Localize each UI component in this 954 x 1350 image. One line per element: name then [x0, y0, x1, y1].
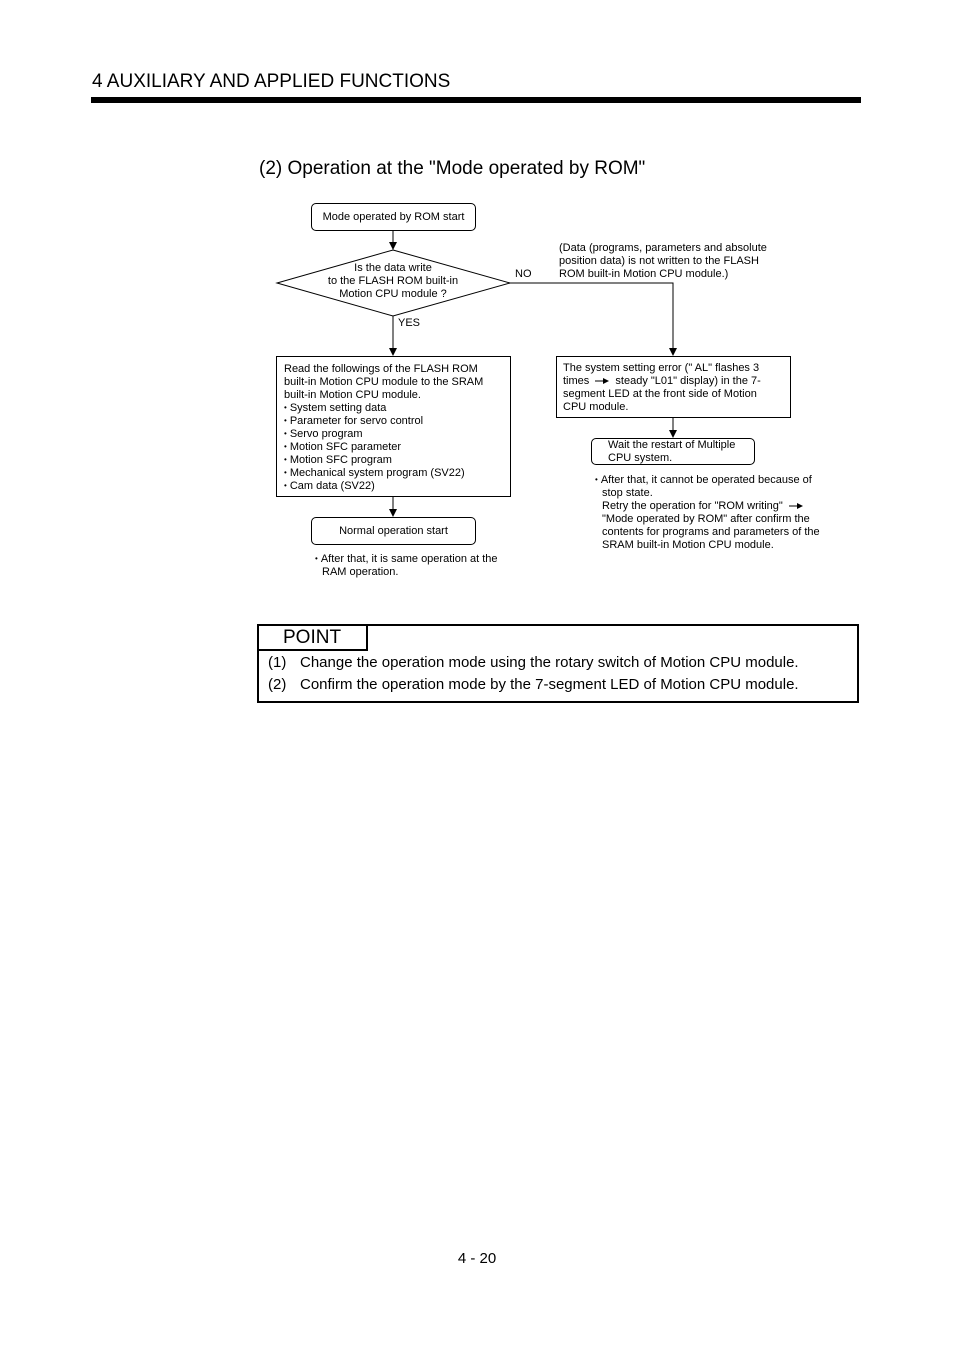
read-data-process-box	[276, 356, 511, 497]
read-item: • Mechanical system program (SV22)	[284, 467, 510, 480]
decision-question	[300, 262, 486, 301]
start-terminal	[311, 203, 476, 231]
normal-note	[315, 553, 498, 579]
point-item-text: Change the operation mode using the rotary switch of Motion CPU module.	[300, 654, 799, 671]
terminal-line: Wait the restart of Multiple	[608, 439, 736, 451]
wait-restart-terminal	[591, 438, 755, 465]
note-line: • After that, it is same operation at the	[315, 553, 498, 566]
note-line: ROM built-in Motion CPU module.)	[559, 268, 729, 280]
read-item: • Servo program	[284, 428, 510, 441]
note-line	[595, 500, 820, 513]
process-line: built-in Motion CPU module.	[284, 389, 421, 401]
note-line: RAM operation.	[322, 566, 399, 578]
no-label: NO	[515, 268, 532, 280]
point-item	[268, 676, 799, 693]
decision-line: Motion CPU module ?	[339, 288, 447, 300]
read-item: • System setting data	[284, 402, 510, 415]
point-label: POINT	[283, 627, 342, 648]
decision-line: to the FLASH ROM built-in	[327, 275, 459, 287]
normal-start-terminal	[311, 517, 476, 545]
start-terminal-label: Mode operated by ROM start	[322, 210, 465, 223]
note-line: • After that, it cannot be operated because of	[595, 474, 820, 487]
read-item: • Motion SFC program	[284, 454, 510, 467]
normal-start-label: Normal operation start	[339, 524, 448, 537]
decision-line: Is the data write	[354, 262, 432, 274]
read-item: • Motion SFC parameter	[284, 441, 510, 454]
process-line: segment LED at the front side of Motion	[563, 388, 757, 400]
section-title: (2) Operation at the "Mode operated by ROM"	[259, 158, 646, 179]
right-arrow-icon	[788, 502, 804, 510]
note-line: SRAM built-in Motion CPU module.	[602, 539, 774, 551]
yes-label: YES	[398, 317, 421, 329]
error-process-box	[556, 356, 791, 418]
process-text: times	[563, 375, 590, 387]
point-item-number: (2)	[268, 676, 287, 693]
arrow-no	[510, 283, 673, 355]
process-line: Read the followings of the FLASH ROM	[284, 363, 478, 375]
read-item: • Cam data (SV22)	[284, 480, 510, 493]
process-line: CPU module.	[563, 401, 629, 413]
right-arrow-icon	[594, 377, 610, 385]
note-line: position data) is not written to the FLASH	[559, 255, 759, 267]
note-text: Retry the operation for "ROM writing"	[602, 500, 783, 512]
page-number: 4 - 20	[457, 1250, 497, 1267]
process-text: steady "L01" display) in the 7-	[615, 375, 761, 387]
note-line: contents for programs and parameters of the	[602, 526, 820, 538]
no-branch-note	[559, 242, 767, 281]
terminal-line: CPU system.	[608, 452, 673, 464]
point-item	[268, 654, 799, 671]
note-line: "Mode operated by ROM" after confirm the	[602, 513, 810, 525]
chapter-heading: 4 AUXILIARY AND APPLIED FUNCTIONS	[92, 71, 451, 92]
note-line: (Data (programs, parameters and absolute	[559, 242, 767, 254]
wait-note	[595, 474, 820, 552]
process-line	[563, 375, 790, 388]
point-item-text: Confirm the operation mode by the 7-segment LED of Motion CPU module.	[300, 676, 799, 693]
process-line: built-in Motion CPU module to the SRAM	[284, 376, 484, 388]
read-item: • Parameter for servo control	[284, 415, 510, 428]
point-item-number: (1)	[268, 654, 287, 671]
process-line: The system setting error (" AL" flashes 3	[563, 362, 760, 374]
note-line: stop state.	[602, 487, 653, 499]
